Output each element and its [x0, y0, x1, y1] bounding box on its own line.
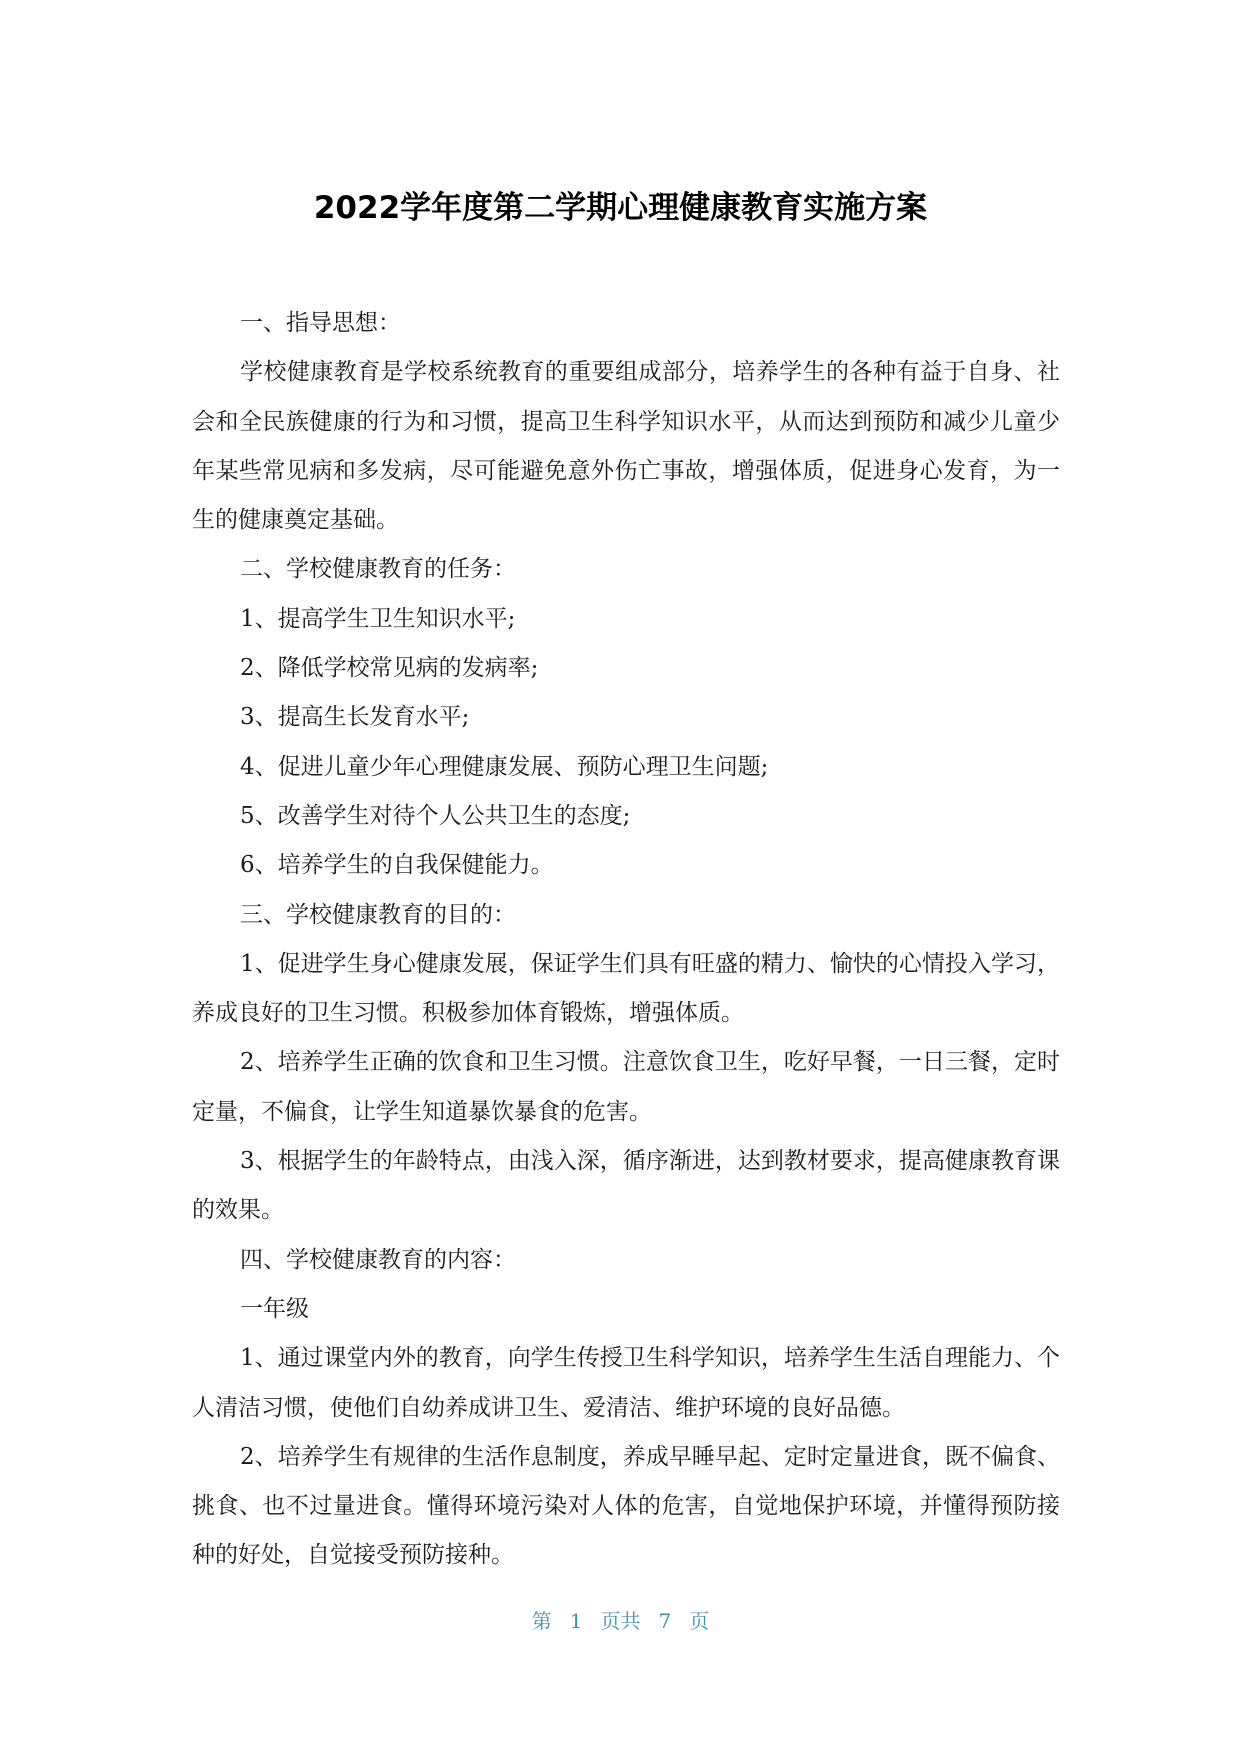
- document-body: [192, 299, 1060, 1581]
- paragraph: 学校健康教育是学校系统教育的重要组成部分，培养学生的各种有益于自身、社会和全民族健康的行为和习惯，提高卫生科学知识水平，从而达到预防和减少儿童少年某些常见病和多发病，尽可能避免意外伤亡事故，增强体质，促进身心发育，为一生的健康奠定基础。: [192, 359, 1060, 534]
- page-footer: [0, 1608, 1241, 1634]
- page-number-suffix: 页: [689, 1609, 710, 1633]
- list-item: 2、降低学校常见病的发病率;: [240, 655, 539, 682]
- section-heading-guiding-ideology: 一、指导思想：: [240, 310, 401, 336]
- list-item: 1、提高学生卫生知识水平;: [240, 605, 516, 632]
- page-number-middle: 页共: [600, 1609, 641, 1633]
- list-item: 1、促进学生身心健康发展，保证学生们具有旺盛的精力、愉快的心情投入学习，养成良好的卫生习惯。积极参加体育锻炼，增强体质。: [192, 950, 1060, 1027]
- list-item: 4、促进儿童少年心理健康发展、预防心理卫生问题;: [240, 753, 769, 780]
- list-item: 2、培养学生正确的饮食和卫生习惯。注意饮食卫生，吃好早餐，一日三餐，定时定量，不偏食，让学生知道暴饮暴食的危害。: [192, 1049, 1060, 1125]
- total-page-count: 7: [658, 1609, 672, 1633]
- page-number-prefix: 第: [531, 1609, 552, 1633]
- subheading-grade-one: 一年级: [240, 1295, 309, 1322]
- section-heading-tasks: 二、学校健康教育的任务：: [240, 556, 516, 583]
- list-item: 6、培养学生的自我保健能力。: [240, 852, 554, 879]
- document-title: 2022学年度第二学期心理健康教育实施方案: [313, 190, 928, 226]
- list-item: 3、根据学生的年龄特点，由浅入深，循序渐进，达到教材要求，提高健康教育课的效果。: [192, 1148, 1060, 1224]
- section-heading-purpose: 三、学校健康教育的目的：: [240, 901, 516, 928]
- list-item: 3、提高生长发育水平;: [240, 704, 470, 731]
- list-item: 1、通过课堂内外的教育，向学生传授卫生科学知识，培养学生生活自理能力、个人清洁习惯，使他们自幼养成讲卫生、爱清洁、维护环境的良好品德。: [192, 1345, 1060, 1421]
- current-page-number: 1: [569, 1609, 583, 1633]
- list-item: 2、培养学生有规律的生活作息制度，养成早睡早起、定时定量进食，既不偏食、挑食、也不过量进食。懂得环境污染对人体的危害，自觉地保护环境，并懂得预防接种的好处，自觉接受预防接种。: [192, 1443, 1060, 1569]
- list-item: 5、改善学生对待个人公共卫生的态度;: [240, 802, 631, 829]
- section-heading-content: 四、学校健康教育的内容：: [240, 1246, 516, 1273]
